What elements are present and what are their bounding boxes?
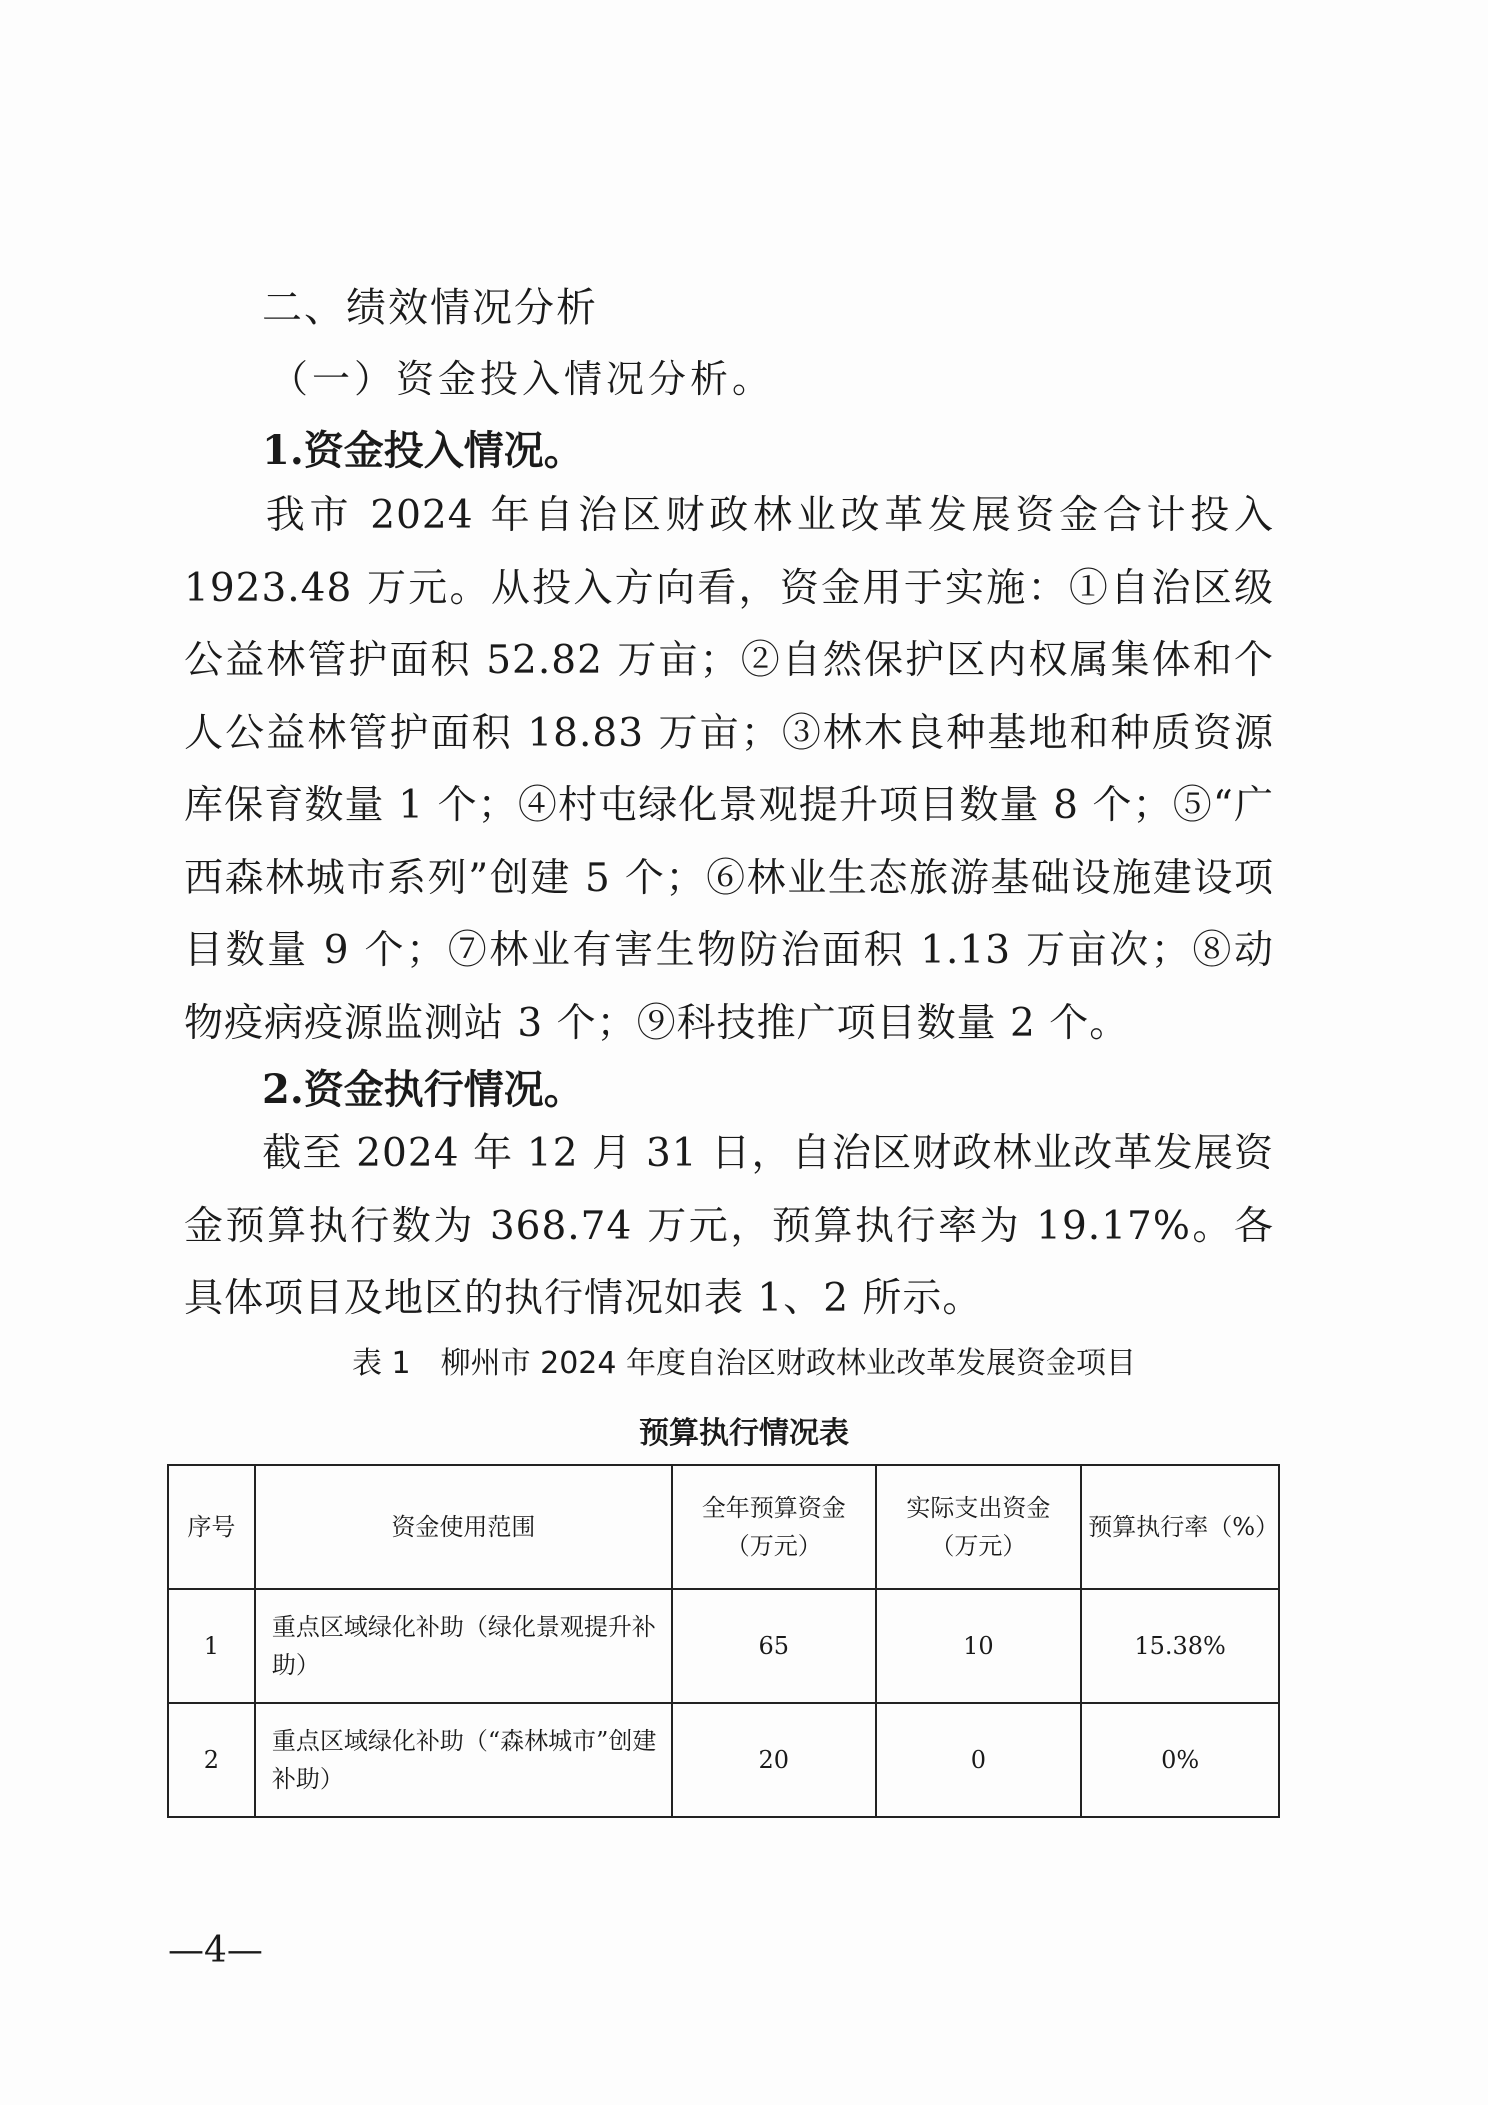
table-header-row — [168, 1465, 1279, 1589]
row-scope: 重点区域绿化补助（绿化景观提升补助） — [255, 1589, 672, 1703]
row-rate: 0% — [1081, 1703, 1279, 1817]
header-budget: 全年预算资金（万元） — [672, 1465, 876, 1589]
row-rate: 15.38% — [1081, 1589, 1279, 1703]
header-seq: 序号 — [168, 1465, 255, 1589]
subsection-title: （一）资金投入情况分析。 — [270, 357, 775, 401]
item2-paragraph — [184, 1118, 1274, 1336]
row-seq: 1 — [168, 1589, 255, 1703]
row-actual: 10 — [876, 1589, 1082, 1703]
header-rate: 预算执行率（%） — [1081, 1465, 1279, 1589]
budget-execution-table — [167, 1464, 1280, 1818]
table-caption-line1: 表 1 柳州市 2024 年度自治区财政林业改革发展资金项目 — [351, 1346, 1137, 1381]
table-row — [168, 1589, 1279, 1703]
table-row — [168, 1703, 1279, 1817]
header-actual: 实际支出资金（万元） — [876, 1465, 1082, 1589]
item2-text: 截至 2024 年 12 月 31 日，自治区财政林业改革发展资金预算执行数为 368.74 万元，预算执行率为 19.17%。各具体项目及地区的执行情况如表 1、2 所示。 — [184, 1131, 1274, 1321]
item1-text: 我市 2024 年自治区财政林业改革发展资金合计投入 1923.48 万元。从投入方向看，资金用于实施：①自治区级公益林管护面积 52.82 万亩；②自然保护区内权属集体和个人公益林管护面积 18.83 万亩；③林木良种基地和种质资源库保育数量 1 个；④村屯绿化景观提升项目数量 8 个；⑤“广西森林城市系列”创建 5 个；⑥林业生态旅游基础设施建设项目数量 9 个；⑦林业有害生物防治面积 1.13 万亩次；⑧动物疫病疫源监测站 3 个；⑨科技推广项目数量 2 个。 — [184, 493, 1274, 1046]
row-budget: 65 — [672, 1589, 876, 1703]
item1-title: 1.资金投入情况。 — [262, 427, 584, 474]
row-budget: 20 — [672, 1703, 876, 1817]
header-scope: 资金使用范围 — [255, 1465, 672, 1589]
row-actual: 0 — [876, 1703, 1082, 1817]
item2-title: 2.资金执行情况。 — [262, 1066, 584, 1113]
page-number: —4— — [168, 1930, 263, 1971]
item1-paragraph — [184, 480, 1274, 1060]
table-caption-line2: 预算执行情况表 — [639, 1416, 849, 1451]
section-title: 二、绩效情况分析 — [262, 285, 598, 331]
row-seq: 2 — [168, 1703, 255, 1817]
row-scope: 重点区域绿化补助（“森林城市”创建补助） — [255, 1703, 672, 1817]
